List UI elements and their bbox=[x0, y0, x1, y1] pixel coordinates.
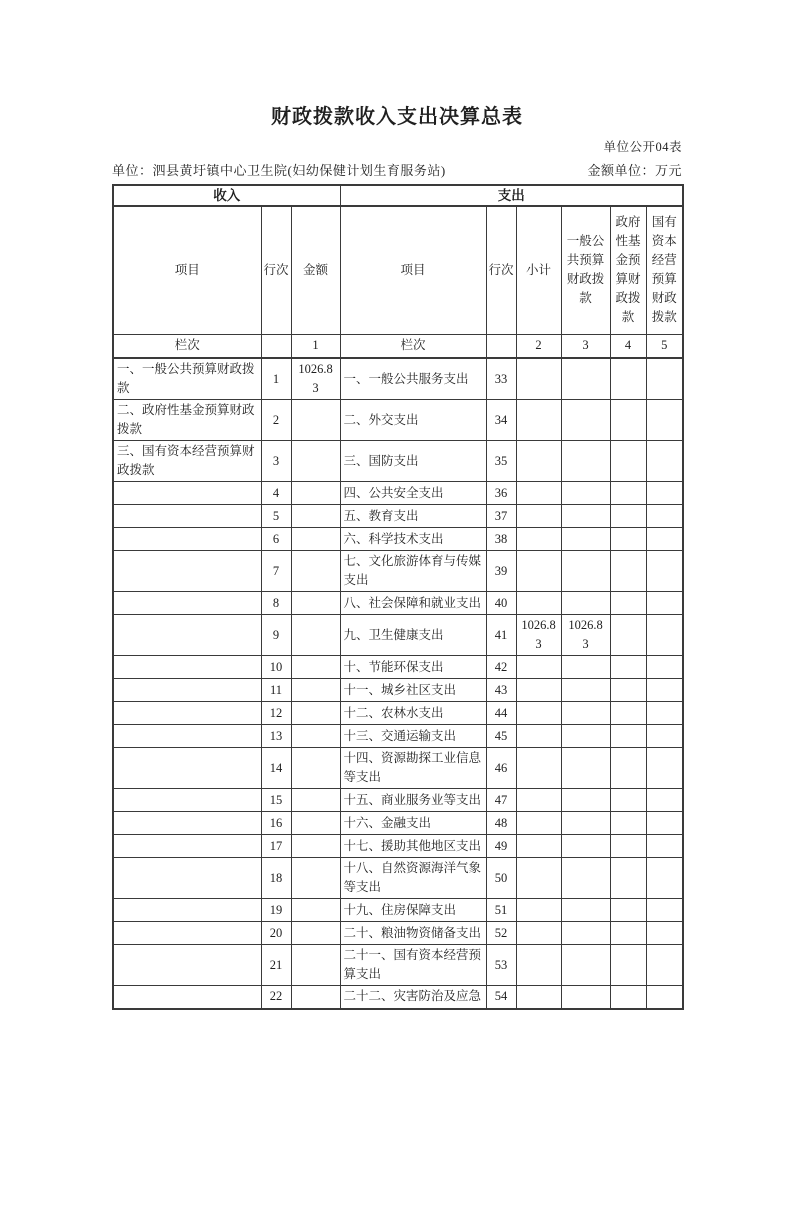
income-line-cell: 13 bbox=[261, 725, 291, 748]
expenditure-item-cell: 十六、金融支出 bbox=[340, 812, 486, 835]
gov-fund-budget-header: 政府性基金预算财政拨款 bbox=[610, 206, 646, 334]
general-budget-index-cell: 3 bbox=[561, 334, 610, 358]
gov-fund-index-cell: 4 bbox=[610, 334, 646, 358]
income-line-cell: 5 bbox=[261, 505, 291, 528]
state-capital-budget-cell bbox=[646, 899, 683, 922]
gov-fund-budget-cell bbox=[610, 656, 646, 679]
state-capital-budget-cell bbox=[646, 725, 683, 748]
expenditure-item-cell: 九、卫生健康支出 bbox=[340, 615, 486, 656]
gov-fund-budget-cell bbox=[610, 441, 646, 482]
income-amount-cell bbox=[291, 505, 340, 528]
expenditure-line-cell: 42 bbox=[486, 656, 516, 679]
table-row bbox=[113, 702, 683, 725]
subtotal-cell bbox=[516, 789, 561, 812]
expenditure-item-cell: 七、文化旅游体育与传媒支出 bbox=[340, 551, 486, 592]
column-index-row bbox=[113, 334, 683, 358]
gov-fund-budget-cell bbox=[610, 679, 646, 702]
income-item-cell bbox=[113, 702, 261, 725]
income-line-cell: 7 bbox=[261, 551, 291, 592]
meta-row bbox=[112, 162, 682, 179]
gov-fund-budget-cell bbox=[610, 358, 646, 400]
table-row bbox=[113, 679, 683, 702]
general-budget-cell bbox=[561, 725, 610, 748]
state-capital-budget-cell bbox=[646, 986, 683, 1009]
income-amount-cell bbox=[291, 656, 340, 679]
income-amount-header: 金额 bbox=[291, 206, 340, 334]
income-index-label-cell: 栏次 bbox=[113, 334, 261, 358]
general-budget-cell bbox=[561, 505, 610, 528]
general-budget-cell bbox=[561, 899, 610, 922]
page-title: 财政拨款收入支出决算总表 bbox=[271, 106, 523, 128]
income-item-cell bbox=[113, 789, 261, 812]
sheet bbox=[112, 106, 682, 1010]
gov-fund-budget-cell bbox=[610, 812, 646, 835]
expenditure-line-cell: 54 bbox=[486, 986, 516, 1009]
income-line-index-cell bbox=[261, 334, 291, 358]
gov-fund-budget-cell bbox=[610, 400, 646, 441]
table-row bbox=[113, 835, 683, 858]
income-item-cell bbox=[113, 945, 261, 986]
income-line-cell: 14 bbox=[261, 748, 291, 789]
income-item-cell bbox=[113, 679, 261, 702]
income-item-cell bbox=[113, 551, 261, 592]
expenditure-line-cell: 36 bbox=[486, 482, 516, 505]
expenditure-line-cell: 51 bbox=[486, 899, 516, 922]
expenditure-item-cell: 一、一般公共服务支出 bbox=[340, 358, 486, 400]
income-item-cell bbox=[113, 748, 261, 789]
general-budget-cell bbox=[561, 986, 610, 1009]
table-body bbox=[113, 358, 683, 1009]
subtotal-cell bbox=[516, 679, 561, 702]
income-amount-cell bbox=[291, 679, 340, 702]
table-row bbox=[113, 505, 683, 528]
general-budget-cell bbox=[561, 702, 610, 725]
income-section-header: 收入 bbox=[113, 185, 340, 206]
section-header-row bbox=[113, 185, 683, 206]
table-row bbox=[113, 725, 683, 748]
general-budget-cell bbox=[561, 592, 610, 615]
expenditure-item-cell: 八、社会保障和就业支出 bbox=[340, 592, 486, 615]
form-code: 单位公开04表 bbox=[603, 140, 682, 154]
gov-fund-budget-cell bbox=[610, 922, 646, 945]
expenditure-line-no-header: 行次 bbox=[486, 206, 516, 334]
income-line-cell: 1 bbox=[261, 358, 291, 400]
income-line-cell: 22 bbox=[261, 986, 291, 1009]
general-budget-cell bbox=[561, 922, 610, 945]
state-capital-index-cell: 5 bbox=[646, 334, 683, 358]
expenditure-line-cell: 41 bbox=[486, 615, 516, 656]
expenditure-item-header: 项目 bbox=[340, 206, 486, 334]
income-amount-index-cell: 1 bbox=[291, 334, 340, 358]
table-row bbox=[113, 482, 683, 505]
expenditure-index-label-cell: 栏次 bbox=[340, 334, 486, 358]
expenditure-item-cell: 十九、住房保障支出 bbox=[340, 899, 486, 922]
income-amount-cell bbox=[291, 551, 340, 592]
gov-fund-budget-cell bbox=[610, 702, 646, 725]
gov-fund-budget-cell bbox=[610, 551, 646, 592]
table-row bbox=[113, 986, 683, 1009]
income-line-cell: 16 bbox=[261, 812, 291, 835]
income-line-cell: 19 bbox=[261, 899, 291, 922]
income-amount-cell bbox=[291, 812, 340, 835]
income-item-cell: 一、一般公共预算财政拨款 bbox=[113, 358, 261, 400]
subtotal-cell bbox=[516, 441, 561, 482]
gov-fund-budget-cell bbox=[610, 505, 646, 528]
income-line-cell: 10 bbox=[261, 656, 291, 679]
income-item-cell bbox=[113, 615, 261, 656]
state-capital-budget-cell bbox=[646, 615, 683, 656]
table-row bbox=[113, 358, 683, 400]
state-capital-budget-cell bbox=[646, 702, 683, 725]
income-amount-cell bbox=[291, 835, 340, 858]
expenditure-line-cell: 47 bbox=[486, 789, 516, 812]
income-item-cell bbox=[113, 858, 261, 899]
subtotal-cell bbox=[516, 945, 561, 986]
expenditure-line-cell: 34 bbox=[486, 400, 516, 441]
gov-fund-budget-cell bbox=[610, 482, 646, 505]
state-capital-budget-cell bbox=[646, 528, 683, 551]
income-amount-cell bbox=[291, 858, 340, 899]
expenditure-line-cell: 35 bbox=[486, 441, 516, 482]
general-budget-cell bbox=[561, 679, 610, 702]
expenditure-item-cell: 十一、城乡社区支出 bbox=[340, 679, 486, 702]
income-item-cell bbox=[113, 528, 261, 551]
gov-fund-budget-cell bbox=[610, 858, 646, 899]
income-line-cell: 11 bbox=[261, 679, 291, 702]
expenditure-item-cell: 五、教育支出 bbox=[340, 505, 486, 528]
general-budget-cell: 1026.83 bbox=[561, 615, 610, 656]
state-capital-budget-cell bbox=[646, 789, 683, 812]
income-amount-cell: 1026.83 bbox=[291, 358, 340, 400]
income-item-cell bbox=[113, 482, 261, 505]
unit-name-label: 单位：泗县黄圩镇中心卫生院(妇幼保健计划生育服务站) bbox=[112, 163, 446, 178]
income-amount-cell bbox=[291, 702, 340, 725]
table-row bbox=[113, 945, 683, 986]
table-row bbox=[113, 400, 683, 441]
subtotal-cell: 1026.83 bbox=[516, 615, 561, 656]
income-amount-cell bbox=[291, 725, 340, 748]
income-line-cell: 2 bbox=[261, 400, 291, 441]
income-item-cell bbox=[113, 725, 261, 748]
expenditure-item-cell: 十八、自然资源海洋气象等支出 bbox=[340, 858, 486, 899]
table-row bbox=[113, 528, 683, 551]
state-capital-budget-cell bbox=[646, 358, 683, 400]
subtotal-cell bbox=[516, 922, 561, 945]
income-item-cell bbox=[113, 656, 261, 679]
income-item-cell bbox=[113, 986, 261, 1009]
income-amount-cell bbox=[291, 748, 340, 789]
income-item-cell bbox=[113, 835, 261, 858]
table-row bbox=[113, 615, 683, 656]
subtotal-cell bbox=[516, 592, 561, 615]
expenditure-item-cell: 三、国防支出 bbox=[340, 441, 486, 482]
general-budget-header: 一般公共预算财政拨款 bbox=[561, 206, 610, 334]
expenditure-item-cell: 十五、商业服务业等支出 bbox=[340, 789, 486, 812]
table-row bbox=[113, 812, 683, 835]
subtotal-header: 小计 bbox=[516, 206, 561, 334]
expenditure-item-cell: 二、外交支出 bbox=[340, 400, 486, 441]
general-budget-cell bbox=[561, 835, 610, 858]
subtotal-cell bbox=[516, 656, 561, 679]
fiscal-summary-table bbox=[112, 184, 684, 1010]
income-line-cell: 20 bbox=[261, 922, 291, 945]
expenditure-line-cell: 37 bbox=[486, 505, 516, 528]
general-budget-cell bbox=[561, 551, 610, 592]
gov-fund-budget-cell bbox=[610, 899, 646, 922]
general-budget-cell bbox=[561, 656, 610, 679]
subtotal-cell bbox=[516, 725, 561, 748]
income-amount-cell bbox=[291, 528, 340, 551]
subtotal-cell bbox=[516, 528, 561, 551]
state-capital-budget-cell bbox=[646, 441, 683, 482]
expenditure-line-cell: 40 bbox=[486, 592, 516, 615]
expenditure-line-cell: 39 bbox=[486, 551, 516, 592]
general-budget-cell bbox=[561, 441, 610, 482]
income-amount-cell bbox=[291, 400, 340, 441]
income-line-cell: 12 bbox=[261, 702, 291, 725]
general-budget-cell bbox=[561, 528, 610, 551]
income-amount-cell bbox=[291, 441, 340, 482]
income-line-no-header: 行次 bbox=[261, 206, 291, 334]
gov-fund-budget-cell bbox=[610, 945, 646, 986]
expenditure-line-cell: 53 bbox=[486, 945, 516, 986]
state-capital-budget-cell bbox=[646, 551, 683, 592]
state-capital-budget-cell bbox=[646, 922, 683, 945]
income-amount-cell bbox=[291, 592, 340, 615]
expenditure-item-cell: 十、节能环保支出 bbox=[340, 656, 486, 679]
expenditure-section-header: 支出 bbox=[340, 185, 683, 206]
subtotal-index-cell: 2 bbox=[516, 334, 561, 358]
state-capital-budget-cell bbox=[646, 656, 683, 679]
table-row bbox=[113, 748, 683, 789]
income-line-cell: 3 bbox=[261, 441, 291, 482]
income-item-cell bbox=[113, 922, 261, 945]
income-item-cell bbox=[113, 899, 261, 922]
subtotal-cell bbox=[516, 899, 561, 922]
income-line-cell: 15 bbox=[261, 789, 291, 812]
expenditure-line-cell: 52 bbox=[486, 922, 516, 945]
expenditure-line-cell: 33 bbox=[486, 358, 516, 400]
expenditure-item-cell: 十七、援助其他地区支出 bbox=[340, 835, 486, 858]
state-capital-budget-cell bbox=[646, 505, 683, 528]
state-capital-budget-cell bbox=[646, 679, 683, 702]
gov-fund-budget-cell bbox=[610, 986, 646, 1009]
state-capital-budget-cell bbox=[646, 945, 683, 986]
expenditure-line-cell: 38 bbox=[486, 528, 516, 551]
general-budget-cell bbox=[561, 789, 610, 812]
expenditure-item-cell: 六、科学技术支出 bbox=[340, 528, 486, 551]
income-line-cell: 6 bbox=[261, 528, 291, 551]
table-row bbox=[113, 858, 683, 899]
subtotal-cell bbox=[516, 986, 561, 1009]
general-budget-cell bbox=[561, 748, 610, 789]
expenditure-line-cell: 44 bbox=[486, 702, 516, 725]
income-item-cell bbox=[113, 592, 261, 615]
subtotal-cell bbox=[516, 400, 561, 441]
income-item-cell: 二、政府性基金预算财政拨款 bbox=[113, 400, 261, 441]
state-capital-budget-cell bbox=[646, 482, 683, 505]
income-amount-cell bbox=[291, 899, 340, 922]
income-item-cell: 三、国有资本经营预算财政拨款 bbox=[113, 441, 261, 482]
income-amount-cell bbox=[291, 482, 340, 505]
table-row bbox=[113, 551, 683, 592]
expenditure-item-cell: 十二、农林水支出 bbox=[340, 702, 486, 725]
table-row bbox=[113, 922, 683, 945]
expenditure-line-cell: 50 bbox=[486, 858, 516, 899]
income-amount-cell bbox=[291, 945, 340, 986]
state-capital-budget-cell bbox=[646, 835, 683, 858]
table-row bbox=[113, 789, 683, 812]
expenditure-item-cell: 十四、资源勘探工业信息等支出 bbox=[340, 748, 486, 789]
table-row bbox=[113, 441, 683, 482]
state-capital-budget-cell bbox=[646, 858, 683, 899]
income-item-cell bbox=[113, 505, 261, 528]
subtotal-cell bbox=[516, 551, 561, 592]
state-capital-budget-cell bbox=[646, 592, 683, 615]
general-budget-cell bbox=[561, 358, 610, 400]
gov-fund-budget-cell bbox=[610, 615, 646, 656]
state-capital-budget-cell bbox=[646, 400, 683, 441]
subtotal-cell bbox=[516, 505, 561, 528]
expenditure-line-index-cell bbox=[486, 334, 516, 358]
expenditure-line-cell: 46 bbox=[486, 748, 516, 789]
income-line-cell: 18 bbox=[261, 858, 291, 899]
subtotal-cell bbox=[516, 482, 561, 505]
state-capital-budget-cell bbox=[646, 812, 683, 835]
state-capital-budget-header: 国有资本经营预算财政拨款 bbox=[646, 206, 683, 334]
subtotal-cell bbox=[516, 748, 561, 789]
income-amount-cell bbox=[291, 789, 340, 812]
subtotal-cell bbox=[516, 702, 561, 725]
gov-fund-budget-cell bbox=[610, 592, 646, 615]
general-budget-cell bbox=[561, 858, 610, 899]
document-page bbox=[0, 106, 794, 1228]
general-budget-cell bbox=[561, 482, 610, 505]
table-row bbox=[113, 656, 683, 679]
gov-fund-budget-cell bbox=[610, 725, 646, 748]
table-row bbox=[113, 899, 683, 922]
expenditure-item-cell: 二十二、灾害防治及应急 bbox=[340, 986, 486, 1009]
general-budget-cell bbox=[561, 945, 610, 986]
income-item-header: 项目 bbox=[113, 206, 261, 334]
expenditure-line-cell: 43 bbox=[486, 679, 516, 702]
gov-fund-budget-cell bbox=[610, 835, 646, 858]
expenditure-item-cell: 四、公共安全支出 bbox=[340, 482, 486, 505]
expenditure-item-cell: 十三、交通运输支出 bbox=[340, 725, 486, 748]
income-line-cell: 4 bbox=[261, 482, 291, 505]
subtotal-cell bbox=[516, 835, 561, 858]
subtotal-cell bbox=[516, 812, 561, 835]
subtotal-cell bbox=[516, 858, 561, 899]
expenditure-item-cell: 二十、粮油物资储备支出 bbox=[340, 922, 486, 945]
income-amount-cell bbox=[291, 986, 340, 1009]
income-line-cell: 17 bbox=[261, 835, 291, 858]
income-line-cell: 8 bbox=[261, 592, 291, 615]
income-amount-cell bbox=[291, 615, 340, 656]
gov-fund-budget-cell bbox=[610, 789, 646, 812]
amount-unit-label: 金额单位：万元 bbox=[587, 163, 682, 178]
table-row bbox=[113, 592, 683, 615]
income-item-cell bbox=[113, 812, 261, 835]
expenditure-item-cell: 二十一、国有资本经营预算支出 bbox=[340, 945, 486, 986]
subtotal-cell bbox=[516, 358, 561, 400]
general-budget-cell bbox=[561, 812, 610, 835]
gov-fund-budget-cell bbox=[610, 528, 646, 551]
gov-fund-budget-cell bbox=[610, 748, 646, 789]
column-header-row bbox=[113, 206, 683, 334]
state-capital-budget-cell bbox=[646, 748, 683, 789]
expenditure-line-cell: 49 bbox=[486, 835, 516, 858]
income-line-cell: 21 bbox=[261, 945, 291, 986]
income-amount-cell bbox=[291, 922, 340, 945]
general-budget-cell bbox=[561, 400, 610, 441]
expenditure-line-cell: 45 bbox=[486, 725, 516, 748]
income-line-cell: 9 bbox=[261, 615, 291, 656]
expenditure-line-cell: 48 bbox=[486, 812, 516, 835]
